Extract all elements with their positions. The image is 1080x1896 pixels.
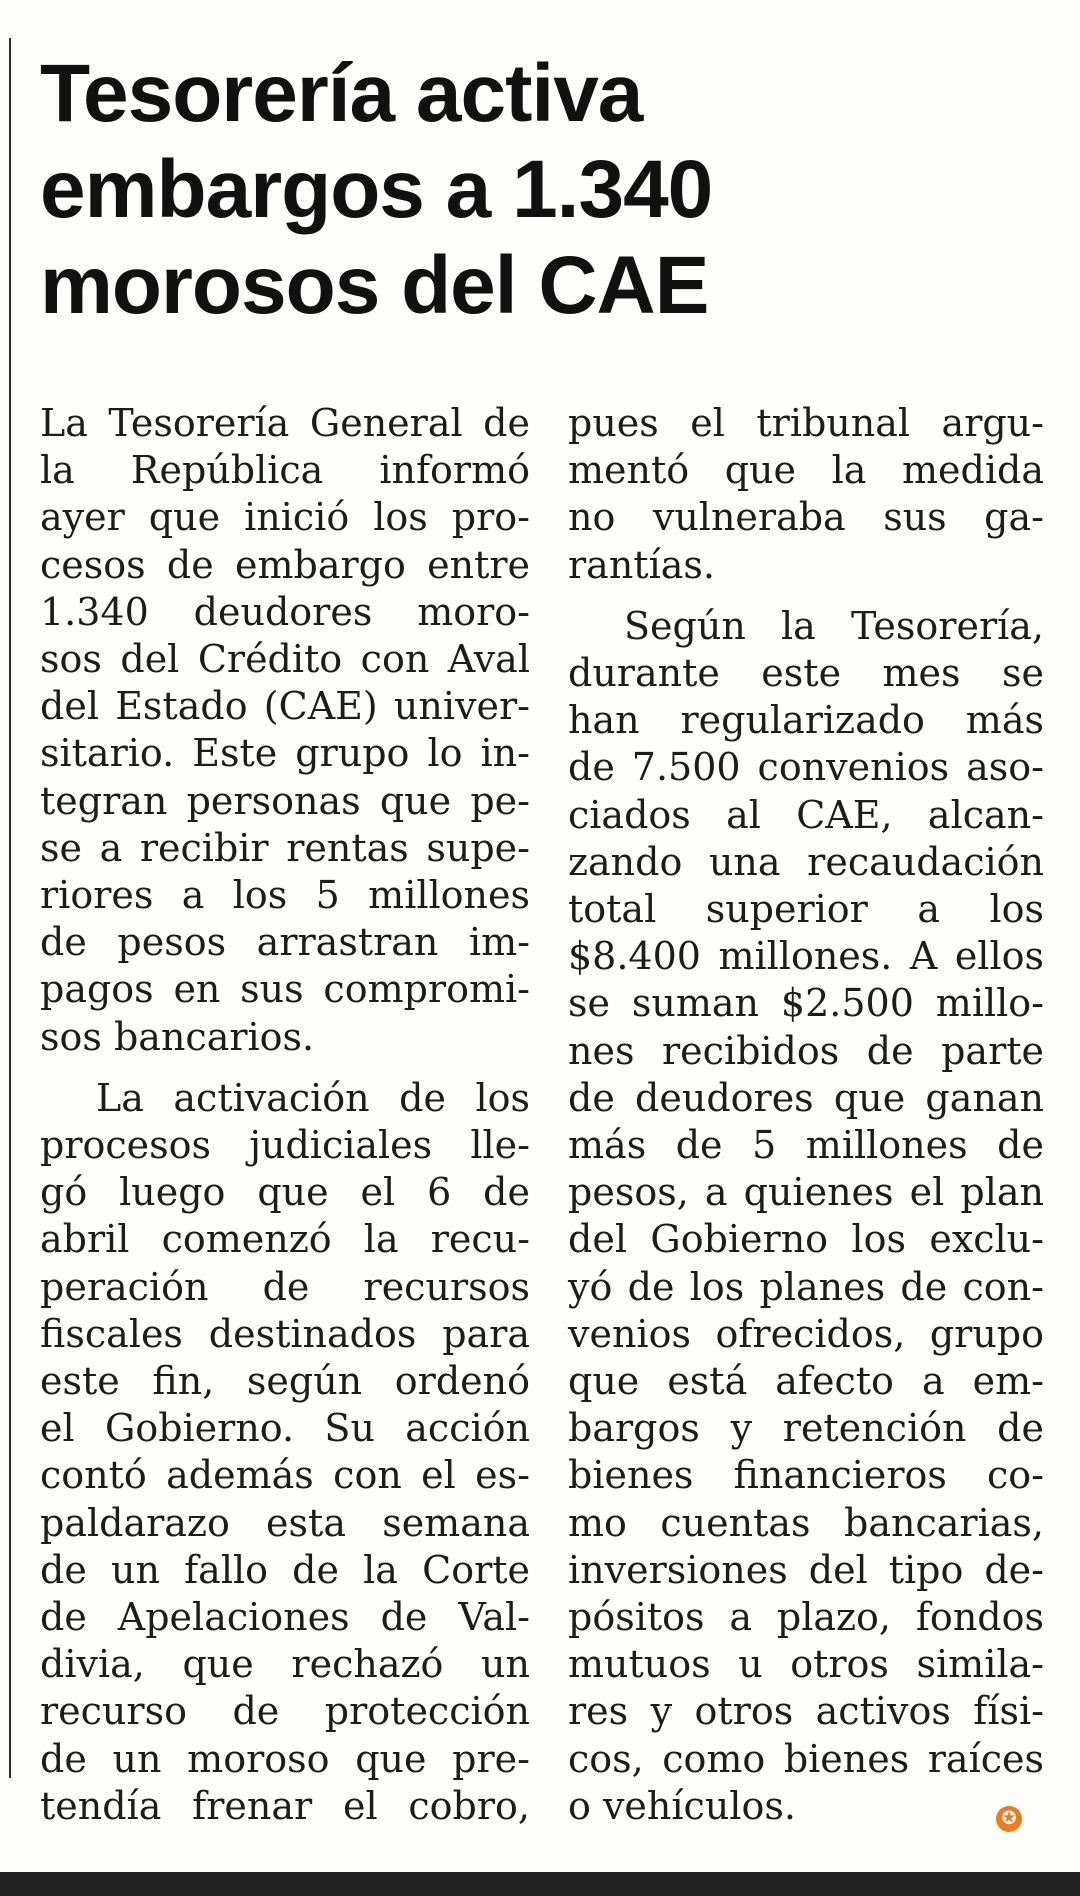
text-line: que está afecto a em- bbox=[568, 1359, 1044, 1404]
text-line: tegran personas que pe- bbox=[40, 778, 530, 823]
text-line: pesos, a quienes el plan bbox=[568, 1170, 1044, 1215]
text-line: inversiones del tipo de- bbox=[568, 1547, 1044, 1592]
text-line: de un fallo de la Corte bbox=[40, 1547, 530, 1592]
text-line: sos bancarios. bbox=[40, 1014, 315, 1059]
end-of-article-icon: ✪ bbox=[996, 1806, 1022, 1832]
text-line: sitario. Este grupo lo in- bbox=[40, 731, 530, 776]
text-line: Según la Tesorería, bbox=[624, 603, 1044, 648]
text-line: pagos en sus compromi- bbox=[40, 967, 530, 1012]
text-line: nes recibidos de parte bbox=[568, 1028, 1044, 1073]
headline bbox=[40, 46, 1040, 334]
headline-line: embargos a 1.340 bbox=[40, 144, 713, 235]
headline-line: morosos del CAE bbox=[40, 240, 709, 331]
text-line: del Gobierno los exclu- bbox=[568, 1217, 1044, 1262]
text-line: procesos judiciales lle- bbox=[40, 1123, 530, 1168]
text-line: abril comenzó la recu- bbox=[40, 1217, 530, 1262]
text-line: fiscales destinados para bbox=[40, 1311, 530, 1356]
text-line: no vulneraba sus ga- bbox=[568, 495, 1044, 540]
text-line: más de 5 millones de bbox=[568, 1123, 1044, 1168]
text-line: divia, que rechazó un bbox=[40, 1642, 530, 1687]
text-line: de 7.500 convenios aso- bbox=[568, 745, 1044, 790]
text-line: total superior a los bbox=[568, 887, 1044, 932]
text-line: este fin, según ordenó bbox=[40, 1359, 530, 1404]
text-line: ayer que inició los pro- bbox=[40, 495, 530, 540]
text-line: cos, como bienes raíces bbox=[568, 1736, 1044, 1781]
text-line: recurso de protección bbox=[40, 1689, 530, 1734]
text-line: cesos de embargo entre bbox=[40, 542, 530, 587]
text-line: se a recibir rentas supe- bbox=[40, 825, 530, 870]
text-line: de un moroso que pre- bbox=[40, 1736, 530, 1781]
text-line: 1.340 deudores moro- bbox=[40, 589, 530, 634]
text-line: La Tesorería General de bbox=[40, 401, 530, 445]
text-line: durante este mes se bbox=[568, 651, 1044, 696]
text-line: venios ofrecidos, grupo bbox=[568, 1311, 1044, 1356]
text-line: bienes financieros co- bbox=[568, 1453, 1044, 1498]
text-line: de pesos arrastran im- bbox=[40, 920, 530, 965]
text-line: zando una recaudación bbox=[568, 839, 1044, 884]
text-line: La activación de los bbox=[96, 1075, 530, 1120]
column-rule bbox=[9, 38, 11, 1778]
text-line: bargos y retención de bbox=[568, 1406, 1044, 1451]
text-line: yó de los planes de con- bbox=[568, 1264, 1044, 1309]
text-line: res y otros activos físi- bbox=[568, 1689, 1044, 1734]
text-line: ciados al CAE, alcan- bbox=[568, 792, 1044, 837]
text-line: sos del Crédito con Aval bbox=[40, 637, 530, 682]
text-line: mentó que la medida bbox=[568, 448, 1044, 493]
text-line: paldarazo esta semana bbox=[40, 1500, 530, 1545]
text-line: del Estado (CAE) univer- bbox=[40, 684, 530, 729]
paragraph-gap bbox=[568, 589, 1044, 603]
paragraph-gap bbox=[40, 1061, 530, 1075]
text-line: han regularizado más bbox=[568, 698, 1044, 743]
text-line: rantías. bbox=[568, 542, 715, 587]
headline-line: Tesorería activa bbox=[40, 48, 643, 139]
text-line: riores a los 5 millones bbox=[40, 873, 530, 918]
text-line: el Gobierno. Su acción bbox=[40, 1406, 530, 1451]
text-line: pósitos a plazo, fondos bbox=[568, 1595, 1044, 1640]
text-line: se suman $2.500 millo- bbox=[568, 981, 1044, 1026]
text-line: pues el tribunal argu- bbox=[568, 401, 1044, 445]
bottom-divider bbox=[0, 1872, 1080, 1896]
text-line: de deudores que ganan bbox=[568, 1075, 1044, 1120]
text-line: tendía frenar el cobro, bbox=[40, 1783, 530, 1828]
text-line: mutuos u otros simila- bbox=[568, 1642, 1044, 1687]
text-line: de Apelaciones de Val- bbox=[40, 1595, 530, 1640]
article-column-right bbox=[568, 400, 1044, 1830]
text-line: la República informó bbox=[40, 448, 530, 493]
text-line: peración de recursos bbox=[40, 1264, 530, 1309]
text-line: $8.400 millones. A ellos bbox=[568, 934, 1044, 979]
text-line: mo cuentas bancarias, bbox=[568, 1500, 1044, 1545]
text-line: contó además con el es- bbox=[40, 1453, 530, 1498]
text-line: gó luego que el 6 de bbox=[40, 1170, 530, 1215]
article-column-left bbox=[40, 400, 530, 1830]
text-line: o vehículos. bbox=[568, 1783, 796, 1828]
